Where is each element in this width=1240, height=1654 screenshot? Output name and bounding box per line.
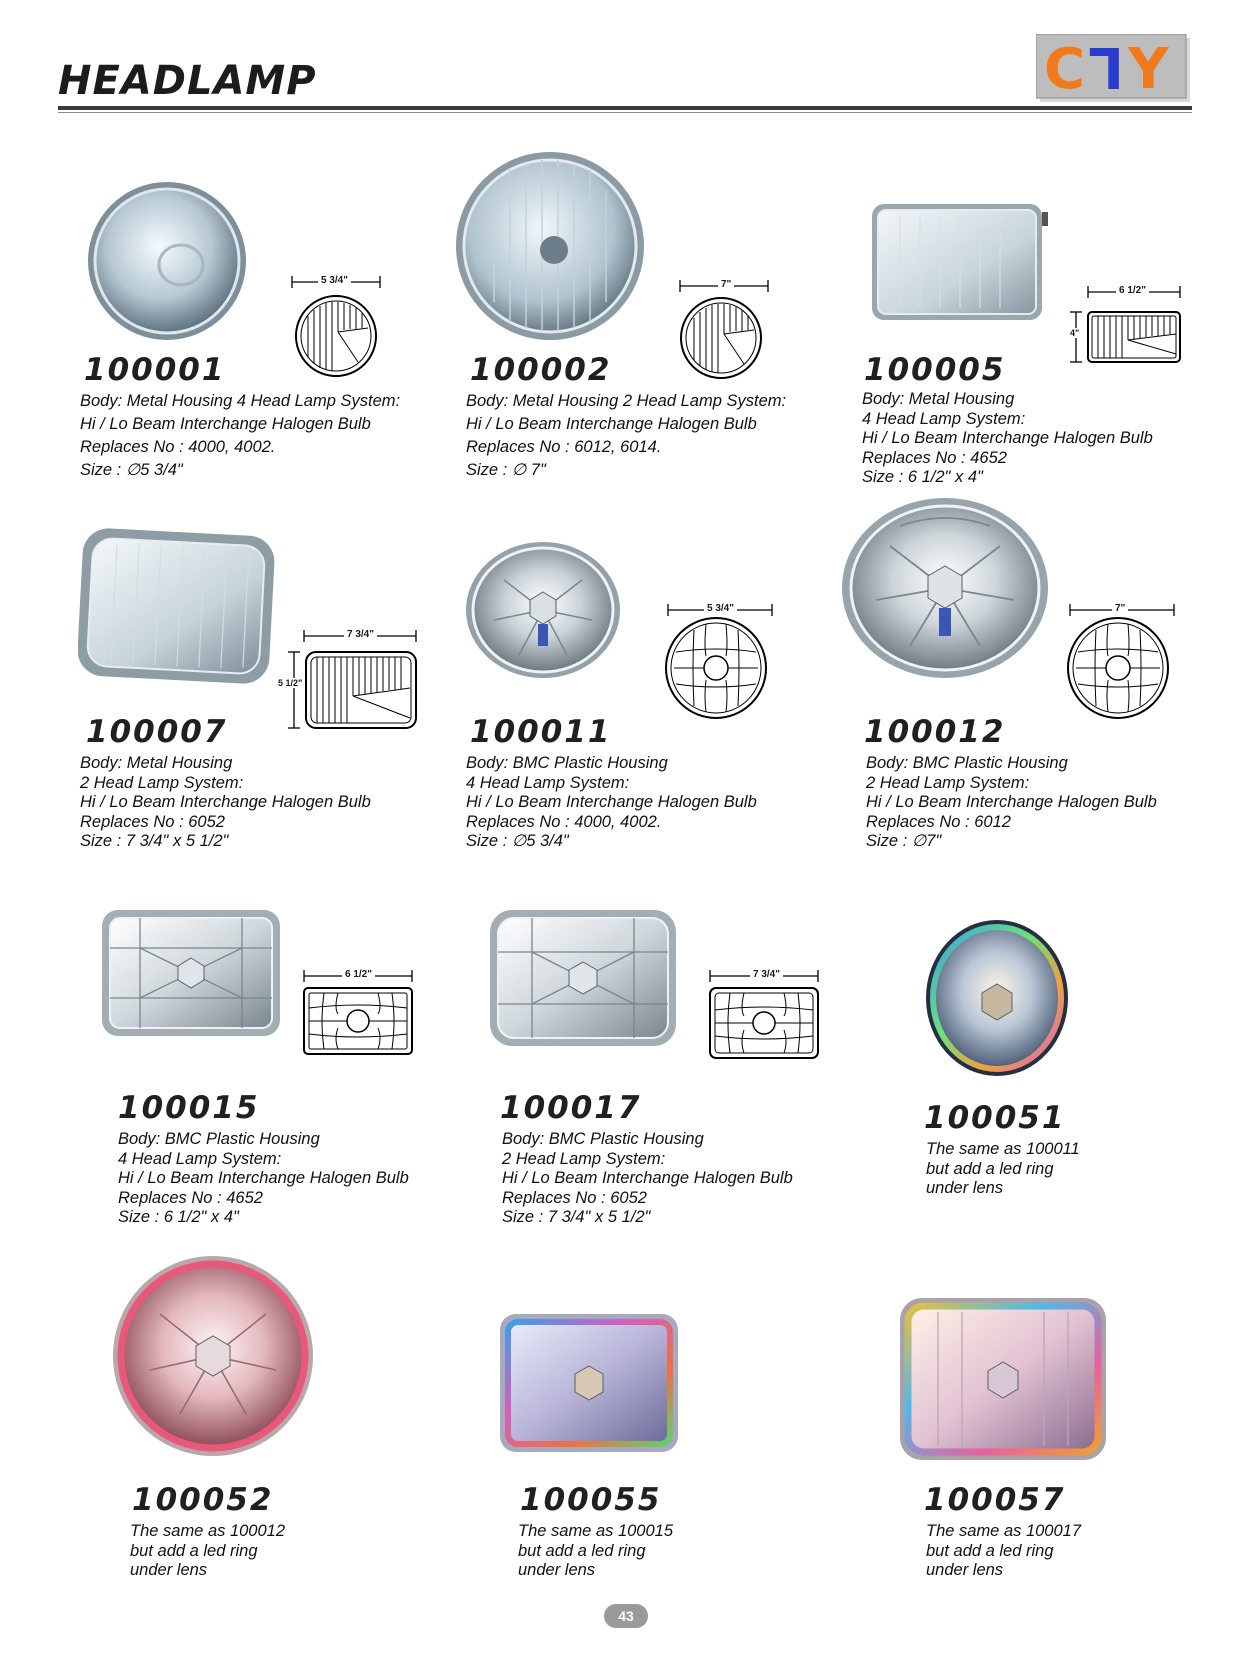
product-code: 100055: [520, 1482, 662, 1518]
product-description: [466, 390, 786, 482]
description-line: but add a led ring: [926, 1541, 1054, 1560]
dimension-label-vertical: 4": [1070, 328, 1080, 338]
product-code: 100002: [470, 352, 612, 388]
dimension-diagram-rectangular: [300, 968, 416, 1056]
dimension-label: 6 1/2": [342, 969, 375, 980]
dimension-label: 7": [718, 279, 734, 290]
description-line: under lens: [926, 1561, 1004, 1579]
dimension-diagram-round: [1066, 602, 1178, 720]
headlamp-photo-round: [86, 180, 248, 342]
description-line: Replaces No : 4652: [862, 448, 1007, 467]
headlamp-photo-crystal-round: [464, 540, 622, 680]
description-line: Body: Metal Housing: [80, 754, 233, 772]
description-line: under lens: [130, 1561, 208, 1579]
description-line: Replaces No : 4000, 4002.: [466, 812, 662, 831]
description-line: Body: BMC Plastic Housing: [866, 754, 1068, 772]
product-description: [502, 1130, 793, 1228]
dimension-label: 5 3/4": [318, 275, 351, 286]
description-line: Replaces No : 4652: [118, 1188, 263, 1207]
product-description: [862, 390, 1153, 488]
description-line: Body: Metal Housing 4 Head Lamp System:: [80, 392, 401, 410]
description-line: 4 Head Lamp System:: [862, 409, 1026, 428]
headlamp-photo-led-ring-round: [924, 918, 1070, 1078]
product-description: [518, 1522, 673, 1581]
svg-text:C: C: [1044, 37, 1086, 102]
description-line: Replaces No : 4000, 4002.: [80, 438, 276, 456]
description-line: but add a led ring: [130, 1541, 258, 1560]
description-line: 4 Head Lamp System:: [118, 1149, 282, 1168]
dimension-label: 7": [1112, 603, 1128, 614]
description-line: Size : ∅5 3/4": [466, 832, 569, 850]
page-title: HEADLAMP: [58, 58, 317, 104]
dimension-diagram-rectangular: [706, 968, 822, 1060]
dimension-label: 6 1/2": [1116, 285, 1149, 296]
headlamp-photo-crystal-round: [840, 496, 1050, 680]
dimension-diagram-round: [664, 602, 776, 720]
description-line: Size : 7 3/4" x 5 1/2": [502, 1208, 651, 1226]
description-line: Body: BMC Plastic Housing: [118, 1130, 320, 1148]
product-description: [130, 1522, 285, 1581]
dimension-label-vertical: 5 1/2": [278, 678, 303, 688]
product-code: 100001: [84, 352, 226, 388]
description-line: Body: BMC Plastic Housing: [502, 1130, 704, 1148]
svg-text:Y: Y: [1128, 37, 1169, 102]
headlamp-photo-rectangular: [870, 202, 1050, 326]
product-description: [80, 390, 400, 482]
description-line: Size : ∅5 3/4": [80, 461, 183, 479]
description-line: Hi / Lo Beam Interchange Halogen Bulb: [466, 793, 757, 811]
product-code: 100012: [864, 714, 1006, 750]
description-line: 4 Head Lamp System:: [466, 773, 630, 792]
header-rule: [58, 106, 1192, 110]
headlamp-photo-round: [454, 150, 646, 342]
dimension-label: 7 3/4": [344, 629, 377, 640]
product-code: 100011: [470, 714, 612, 750]
description-line: Body: BMC Plastic Housing: [466, 754, 668, 772]
description-line: Size : ∅ 7": [466, 461, 546, 479]
description-line: but add a led ring: [926, 1159, 1054, 1178]
description-line: Size : 7 3/4" x 5 1/2": [80, 832, 229, 850]
description-line: Hi / Lo Beam Interchange Halogen Bulb: [502, 1169, 793, 1187]
headlamp-photo-led-ring-rectangular: [898, 1296, 1108, 1462]
headlamp-photo-rectangular: [78, 528, 276, 684]
description-line: 2 Head Lamp System:: [502, 1149, 666, 1168]
product-code: 100052: [132, 1482, 274, 1518]
description-line: under lens: [926, 1179, 1004, 1197]
description-line: The same as 100017: [926, 1522, 1082, 1540]
description-line: Hi / Lo Beam Interchange Halogen Bulb: [118, 1169, 409, 1187]
description-line: 2 Head Lamp System:: [80, 773, 244, 792]
description-line: Hi / Lo Beam Interchange Halogen Bulb: [866, 793, 1157, 811]
description-line: Hi / Lo Beam Interchange Halogen Bulb: [80, 793, 371, 811]
dimension-diagram-round: [288, 272, 384, 380]
description-line: but add a led ring: [518, 1541, 646, 1560]
description-line: Body: Metal Housing 2 Head Lamp System:: [466, 392, 787, 410]
product-code: 100017: [500, 1090, 642, 1126]
svg-text:L: L: [1088, 34, 1124, 99]
dimension-label: 5 3/4": [704, 603, 737, 614]
description-line: Hi / Lo Beam Interchange Halogen Bulb: [80, 415, 371, 433]
product-description: [118, 1130, 409, 1228]
product-description: [80, 754, 371, 852]
product-code: 100007: [86, 714, 228, 750]
product-code: 100051: [924, 1100, 1066, 1136]
headlamp-photo-crystal-rectangular: [100, 908, 282, 1038]
product-code: 100057: [924, 1482, 1066, 1518]
product-description: [926, 1140, 1080, 1199]
product-description: [926, 1522, 1081, 1581]
header-rule-thin: [58, 112, 1192, 113]
description-line: Hi / Lo Beam Interchange Halogen Bulb: [862, 429, 1153, 447]
brand-logo: [1036, 34, 1192, 104]
description-line: Size : 6 1/2" x 4": [118, 1208, 239, 1226]
description-line: Replaces No : 6052: [80, 812, 225, 831]
dimension-diagram-rectangular: [284, 628, 420, 732]
description-line: Replaces No : 6052: [502, 1188, 647, 1207]
headlamp-photo-led-ring-round: [110, 1254, 316, 1458]
description-line: The same as 100012: [130, 1522, 286, 1540]
description-line: The same as 100011: [926, 1140, 1080, 1158]
product-description: [866, 754, 1157, 852]
description-line: The same as 100015: [518, 1522, 674, 1540]
description-line: Replaces No : 6012: [866, 812, 1011, 831]
product-code: 100005: [864, 352, 1006, 388]
dimension-label: 7 3/4": [750, 969, 783, 980]
dimension-diagram-rectangular: [1070, 284, 1182, 366]
description-line: Size : ∅7": [866, 832, 942, 850]
product-description: [466, 754, 757, 852]
headlamp-photo-crystal-rectangular: [488, 908, 678, 1048]
product-code: 100015: [118, 1090, 260, 1126]
description-line: Size : 6 1/2" x 4": [862, 468, 983, 486]
description-line: under lens: [518, 1561, 596, 1579]
description-line: 2 Head Lamp System:: [866, 773, 1030, 792]
page-number: 43: [604, 1604, 648, 1628]
dimension-diagram-round: [676, 278, 772, 380]
description-line: Replaces No : 6012, 6014.: [466, 438, 662, 456]
description-line: Hi / Lo Beam Interchange Halogen Bulb: [466, 415, 757, 433]
description-line: Body: Metal Housing: [862, 390, 1015, 408]
headlamp-photo-led-ring-rectangular: [498, 1312, 680, 1454]
